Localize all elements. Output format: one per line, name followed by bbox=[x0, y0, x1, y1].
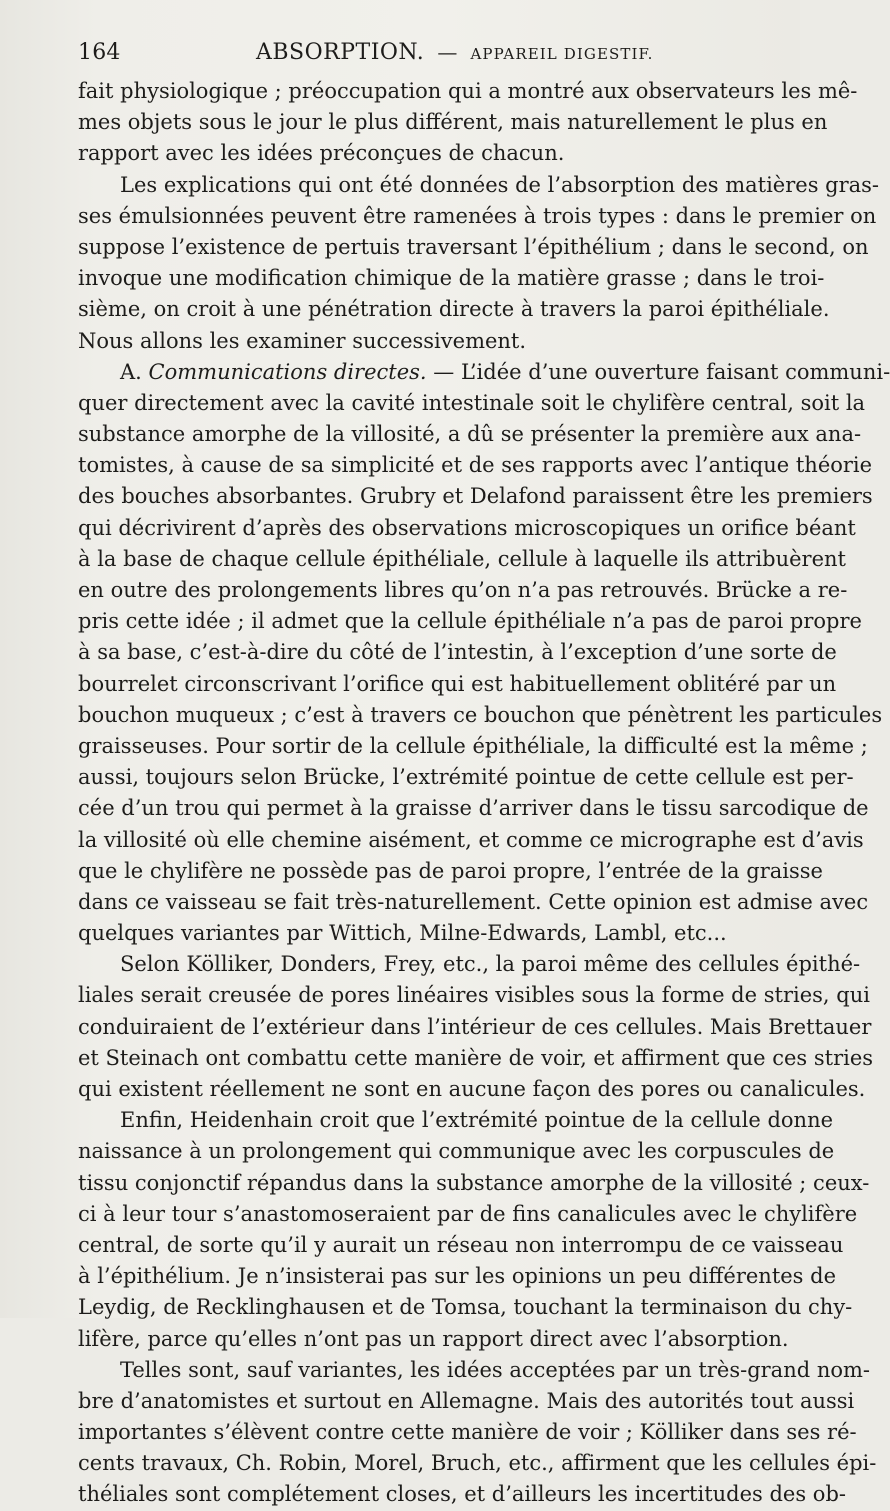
text-line: ses émulsionnées peuvent être ramenées à trois types : dans le premier on bbox=[78, 203, 877, 228]
text-line: cée d’un trou qui permet à la graisse d’arriver dans le tissu sarcodique de bbox=[78, 796, 869, 821]
page-header bbox=[78, 40, 722, 72]
text-line: importantes s’élèvent contre cette manière de voir ; Kölliker dans ses ré- bbox=[78, 1420, 857, 1445]
text-line: mes objets sous le jour le plus différent, mais naturellement le plus en bbox=[78, 110, 828, 135]
running-head-dash: — bbox=[437, 40, 458, 64]
text-line: la villosité où elle chemine aisément, et comme ce micrographe est d’avis bbox=[78, 827, 864, 852]
text-line: et Steinach ont combattu cette manière de voir, et affirment que ces stries bbox=[78, 1045, 874, 1070]
text-line: qui existent réellement ne sont en aucune façon des pores ou canalicules. bbox=[78, 1077, 866, 1101]
text-line: Selon Kölliker, Donders, Frey, etc., la paroi même des cellules épithé- bbox=[120, 952, 861, 977]
section-title: Communications directes. bbox=[148, 359, 427, 384]
text-line: tomistes, à cause de sa simplicité et de ses rapports avec l’antique théorie bbox=[78, 453, 873, 478]
text-line: graisseuses. Pour sortir de la cellule épithéliale, la difficulté est la même ; bbox=[78, 733, 868, 758]
text-line: cents travaux, Ch. Robin, Morel, Bruch, etc., affirment que les cellules épi- bbox=[78, 1451, 877, 1476]
text-line: lifère, parce qu’elles n’ont pas un rapport direct avec l’absorption. bbox=[78, 1326, 789, 1351]
text-line: Nous allons les examiner successivement. bbox=[78, 328, 527, 353]
text-line: à la base de chaque cellule épithéliale, cellule à laquelle ils attribuèrent bbox=[78, 546, 846, 571]
text-line: Enfin, Heidenhain croit que l’extrémité pointue de la cellule donne bbox=[120, 1108, 834, 1133]
text-line: à sa base, c’est-à-dire du côté de l’intestin, à l’exception d’une sorte de bbox=[78, 640, 837, 665]
text-line: des bouches absorbantes. Grubry et Delafond paraissent être les premiers bbox=[78, 484, 873, 509]
running-head-subtitle: APPAREIL DIGESTIF. bbox=[470, 45, 654, 63]
text-line: suppose l’existence de pertuis traversant l’épithélium ; dans le second, on bbox=[78, 234, 869, 259]
text-line: bre d’anatomistes et surtout en Allemagne. Mais des autorités tout aussi bbox=[78, 1388, 855, 1413]
text-line: dans ce vaisseau se fait très-naturellement. Cette opinion est admise avec bbox=[78, 889, 869, 914]
text-line: théliales sont complétement closes, et d’ailleurs les incertitudes des ob- bbox=[78, 1482, 846, 1507]
text-line: invoque une modification chimique de la matière grasse ; dans le troi- bbox=[78, 266, 825, 291]
text-line: pris cette idée ; il admet que la cellule épithéliale n’a pas de paroi propre bbox=[78, 609, 862, 634]
text-line: qui décrivirent d’après des observations microscopiques un orifice béant bbox=[78, 515, 856, 540]
text-line: Telles sont, sauf variantes, les idées acceptées par un très-grand nom- bbox=[120, 1357, 871, 1382]
text-line: que le chylifère ne possède pas de paroi propre, l’entrée de la graisse bbox=[78, 858, 823, 883]
body-text bbox=[78, 76, 890, 1511]
text-line: quelques variantes par Wittich, Milne-Edwards, Lambl, etc... bbox=[78, 921, 727, 946]
text-line: sième, on croit à une pénétration directe à travers la paroi épithéliale. bbox=[78, 297, 830, 322]
text-line: substance amorphe de la villosité, a dû se présenter la première aux ana- bbox=[78, 422, 862, 447]
section-lead: A. bbox=[120, 359, 149, 384]
text-line: en outre des prolongements libres qu’on n’a pas retrouvés. Brücke a re- bbox=[78, 578, 848, 602]
text-line: liales serait creusée de pores linéaires visibles sous la forme de stries, qui bbox=[78, 983, 870, 1008]
text-line: Leydig, de Recklinghausen et de Tomsa, touchant la terminaison du chy- bbox=[78, 1295, 853, 1320]
text-line: ci à leur tour s’anastomoseraient par de fins canalicules avec le chylifère bbox=[78, 1201, 858, 1226]
text-line: bourrelet circonscrivant l’orifice qui est habituellement oblitéré par un bbox=[78, 671, 837, 696]
text-line: bouchon muqueux ; c’est à travers ce bouchon que pénètrent les particules bbox=[78, 702, 883, 727]
text-line: à l’épithélium. Je n’insisterai pas sur les opinions un peu différentes de bbox=[78, 1264, 837, 1289]
running-head bbox=[256, 40, 654, 65]
text-line: tissu conjonctif répandus dans la substance amorphe de la villosité ; ceux- bbox=[78, 1170, 870, 1195]
running-head-title: ABSORPTION. bbox=[256, 40, 425, 65]
page-number: 164 bbox=[78, 40, 121, 65]
text-line: central, de sorte qu’il y aurait un réseau non interrompu de ce vaisseau bbox=[78, 1232, 844, 1257]
text-line: quer directement avec la cavité intestinale soit le chylifère central, soit la bbox=[78, 390, 866, 415]
section-heading-rest: — L’idée d’une ouverture faisant communi- bbox=[433, 359, 890, 384]
text-line: rapport avec les idées préconçues de chacun. bbox=[78, 141, 565, 166]
text-line: naissance à un prolongement qui communique avec les corpuscules de bbox=[78, 1139, 835, 1164]
text-line: Les explications qui ont été données de l’absorption des matières gras- bbox=[120, 172, 880, 197]
text-line: fait physiologique ; préoccupation qui a montré aux observateurs les mê- bbox=[78, 79, 858, 103]
text-line: conduiraient de l’extérieur dans l’intérieur de ces cellules. Mais Brettauer bbox=[78, 1014, 872, 1039]
text-line: aussi, toujours selon Brücke, l’extrémité pointue de cette cellule est per- bbox=[78, 765, 854, 790]
section-heading-line bbox=[78, 357, 890, 388]
